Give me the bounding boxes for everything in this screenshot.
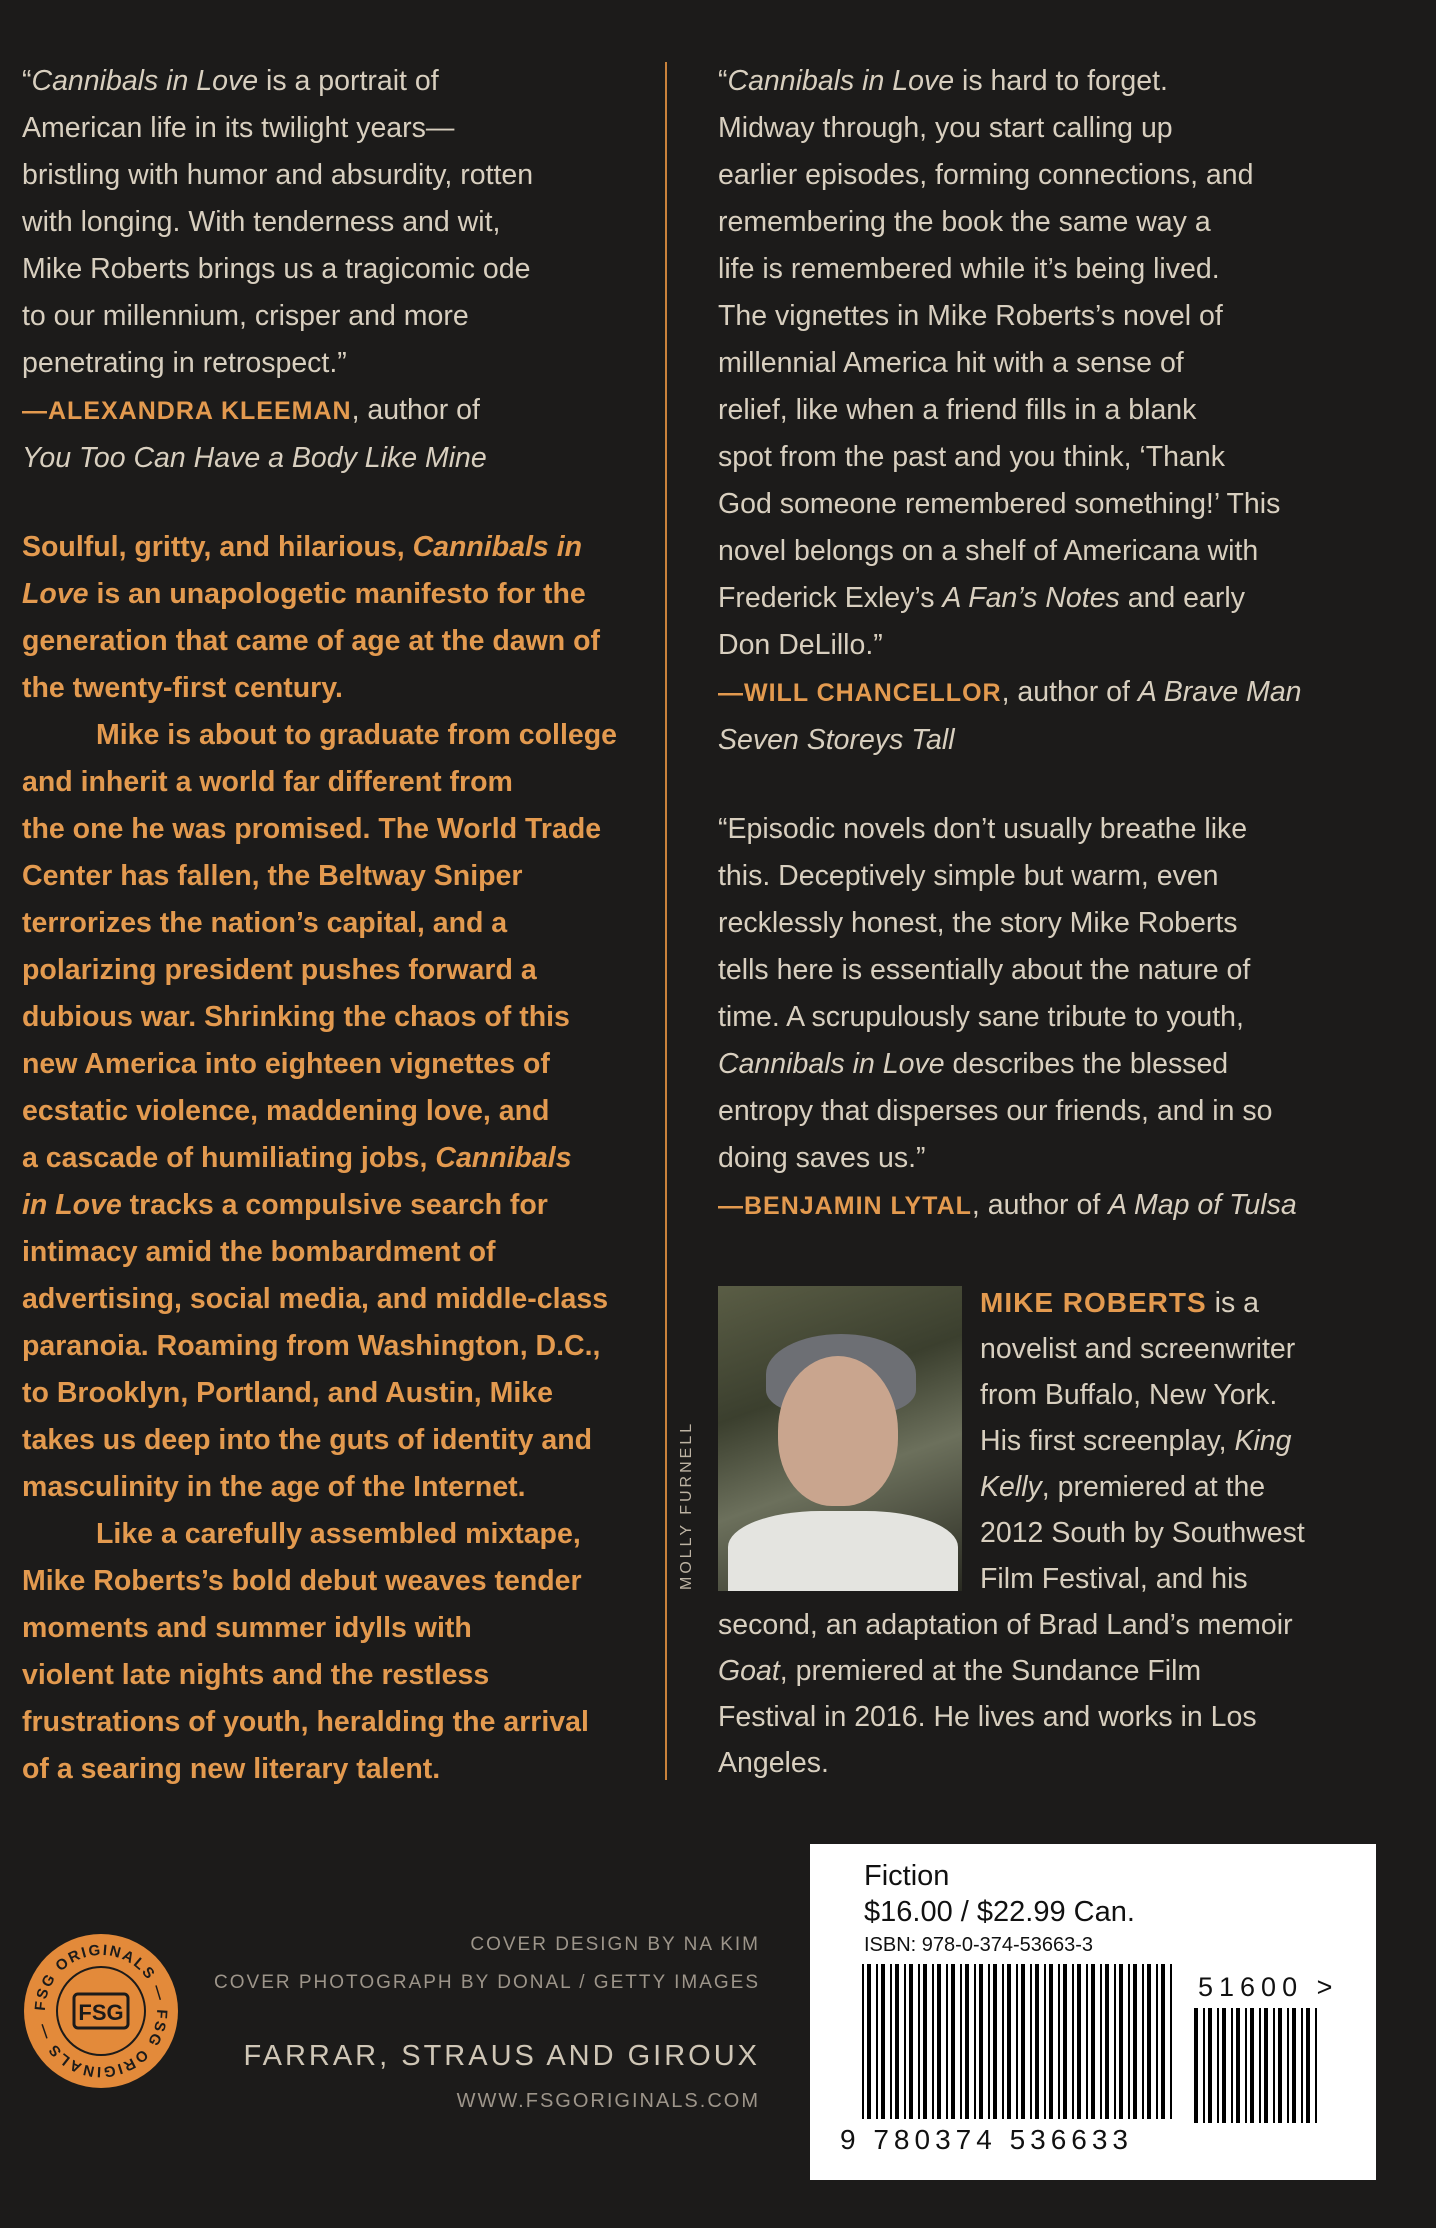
category-label: Fiction <box>864 1860 950 1892</box>
barcode-bar <box>960 1964 962 2119</box>
barcode-bar <box>1114 1964 1116 2119</box>
barcode-bar <box>1161 1964 1165 2119</box>
text-line: Frederick Exley’s A Fan’s Notes and early <box>718 582 1245 614</box>
text-line: God someone remembered something!’ This <box>718 488 1281 520</box>
text-line: “Cannibals in Love is hard to forget. <box>718 65 1168 97</box>
publisher-name: FARRAR, STRAUS AND GIROUX <box>243 2040 760 2072</box>
barcode-bar <box>895 1964 899 2119</box>
barcode-bar <box>951 1964 955 2119</box>
text-line: Cannibals in Love describes the blessed <box>718 1048 1229 1080</box>
text-line: the one he was promised. The World Trade <box>22 813 602 845</box>
price-label: $16.00 / $22.99 Can. <box>864 1896 1135 1928</box>
bio-line: Festival in 2016. He lives and works in Los <box>718 1701 1257 1733</box>
text-line: with longing. With tenderness and wit, <box>22 206 501 238</box>
text-line: this. Deceptively simple but warm, even <box>718 860 1219 892</box>
barcode-bar <box>867 1964 871 2119</box>
text-line: Center has fallen, the Beltway Sniper <box>22 860 523 892</box>
text-line: Love is an unapologetic manifesto for the <box>22 578 586 610</box>
text-line: of a searing new literary talent. <box>22 1753 441 1785</box>
attribution-name: —ALEXANDRA KLEEMAN <box>22 397 352 425</box>
barcode-bar <box>1007 1964 1011 2119</box>
barcode-bar <box>1156 1964 1158 2119</box>
barcode-bar <box>1147 1964 1151 2119</box>
text-line: frustrations of youth, heralding the arrival <box>22 1706 589 1738</box>
lytal-blurb <box>718 806 1368 1230</box>
right-column <box>718 58 1368 1272</box>
column-divider <box>665 62 667 1780</box>
barcode-bar <box>932 1964 934 2119</box>
barcode-bar <box>904 1964 906 2119</box>
barcode-bar <box>1194 2008 1198 2123</box>
text-line: penetrating in retrospect.” <box>22 347 347 379</box>
barcode-bar <box>979 1964 983 2119</box>
bio-line: Goat, premiered at the Sundance Film <box>718 1655 1202 1687</box>
bio-line: His first screenplay, King <box>980 1425 1292 1457</box>
barcode-bar <box>1208 2008 1212 2123</box>
blurb-attribution <box>718 1182 1368 1230</box>
text-line: bristling with humor and absurdity, rotten <box>22 159 534 191</box>
text-line: to Brooklyn, Portland, and Austin, Mike <box>22 1377 553 1409</box>
text-line: life is remembered while it’s being lived. <box>718 253 1220 285</box>
barcode-bar <box>1170 1964 1172 2119</box>
attribution-text: , author of <box>1001 676 1138 708</box>
barcode-bar <box>1273 2008 1275 2123</box>
publisher-website: WWW.FSGORIGINALS.COM <box>456 2090 760 2112</box>
attribution-text: , author of <box>351 394 480 426</box>
barcode-bar <box>923 1964 927 2119</box>
text-line: masculinity in the age of the Internet. <box>22 1471 526 1503</box>
barcode-bar <box>1002 1964 1004 2119</box>
blurb-attribution <box>718 669 1368 717</box>
text-line: American life in its twilight years— <box>22 112 455 144</box>
barcode-bar <box>1259 2008 1261 2123</box>
attribution-book: A Brave Man <box>1137 676 1302 708</box>
photo-credit: MOLLY FURNELL <box>678 1420 695 1590</box>
barcode-bar <box>1245 2008 1247 2123</box>
barcode-bar <box>1264 2008 1268 2123</box>
text-line: generation that came of age at the dawn of <box>22 625 601 657</box>
barcode-bar <box>1287 2008 1289 2123</box>
barcode-bar <box>1077 1964 1081 2119</box>
bio-line: from Buffalo, New York. <box>980 1379 1278 1411</box>
attribution-book-cont: Seven Storeys Tall <box>718 724 955 756</box>
barcode-bar <box>1021 1964 1025 2119</box>
barcode-bar <box>1049 1964 1053 2119</box>
logo-ring-text: FSG ORIGINALS — FSG ORIGINALS — <box>31 1941 171 2081</box>
barcode-bar <box>1072 1964 1074 2119</box>
logo-center-text: FSG <box>78 2000 124 2025</box>
barcode-bar <box>1030 1964 1032 2119</box>
attribution-name: —WILL CHANCELLOR <box>718 679 1002 707</box>
text-line: Mike Roberts brings us a tragicomic ode <box>22 253 531 285</box>
barcode-bar <box>1301 2008 1303 2123</box>
text-line: millennial America hit with a sense of <box>718 347 1184 379</box>
addon-barcode <box>1192 2008 1322 2129</box>
barcode-bar <box>1133 1964 1137 2119</box>
text-line: new America into eighteen vignettes of <box>22 1048 550 1080</box>
text-line: Mike is about to graduate from college <box>96 719 618 751</box>
text-line: doing saves us.” <box>718 1142 926 1174</box>
barcode-digits: 9 780374 536633 <box>840 2124 1133 2155</box>
addon-digits: 51600 > <box>1198 1972 1339 2002</box>
barcode-bar <box>1250 2008 1254 2123</box>
barcode-bar <box>890 1964 892 2119</box>
text-line: Midway through, you start calling up <box>718 112 1173 144</box>
blurb-text <box>718 806 1368 1182</box>
isbn-label: ISBN: 978-0-374-53663-3 <box>864 1934 1094 1956</box>
cover-design-credit: COVER DESIGN BY NA KIM <box>470 1934 760 1955</box>
barcode-bar <box>1236 2008 1240 2123</box>
barcode-bar <box>974 1964 976 2119</box>
fsg-originals-logo <box>22 1932 180 2090</box>
barcode-bar <box>1086 1964 1088 2119</box>
attribution-book: You Too Can Have a Body Like Mine <box>22 442 487 474</box>
barcode-bar <box>1105 1964 1109 2119</box>
barcode-bar <box>937 1964 941 2119</box>
barcode-bar <box>862 1964 864 2119</box>
author-photo <box>718 1286 962 1591</box>
chancellor-blurb <box>718 58 1368 764</box>
author-name: MIKE ROBERTS <box>980 1287 1207 1318</box>
text-line: The vignettes in Mike Roberts’s novel of <box>718 300 1223 332</box>
text-line: a cascade of humiliating jobs, Cannibals <box>22 1142 572 1174</box>
text-line: earlier episodes, forming connections, and <box>718 159 1254 191</box>
barcode-bar <box>1128 1964 1130 2119</box>
barcode-bar <box>918 1964 920 2119</box>
barcode-bar <box>876 1964 878 2119</box>
text-line: time. A scrupulously sane tribute to youth, <box>718 1001 1244 1033</box>
cover-photo-credit: COVER PHOTOGRAPH BY DONAL / GETTY IMAGES <box>214 1972 760 1993</box>
isbn-barcode <box>860 1964 1180 2129</box>
text-line: moments and summer idylls with <box>22 1612 472 1644</box>
blurb-text <box>22 58 642 387</box>
barcode-bar <box>909 1964 913 2119</box>
text-line: tells here is essentially about the nature of <box>718 954 1251 986</box>
attribution-book: A Map of Tulsa <box>1108 1189 1297 1221</box>
barcode-bar <box>1315 2008 1317 2123</box>
barcode-bar <box>988 1964 990 2119</box>
text-line: relief, like when a friend fills in a blank <box>718 394 1197 426</box>
barcode-bar <box>1100 1964 1102 2119</box>
barcode-bar <box>1217 2008 1219 2123</box>
text-line: terrorizes the nation’s capital, and a <box>22 907 508 939</box>
barcode-bar <box>1091 1964 1095 2119</box>
barcode-bar <box>946 1964 948 2119</box>
text-line: recklessly honest, the story Mike Roberts <box>718 907 1238 939</box>
barcode-bar <box>1306 2008 1310 2123</box>
text-line: Soulful, gritty, and hilarious, Cannibals in <box>22 531 583 563</box>
attribution-name: —BENJAMIN LYTAL <box>718 1192 972 1220</box>
blurb-attribution <box>22 387 642 435</box>
attribution-text: , author of <box>971 1189 1109 1221</box>
left-column <box>22 58 642 1793</box>
cover-credits <box>214 1926 760 2002</box>
barcode-bar <box>1142 1964 1144 2119</box>
text-line: takes us deep into the guts of identity and <box>22 1424 593 1456</box>
text-line: Don DeLillo.” <box>718 629 883 661</box>
bio-line: second, an adaptation of Brad Land’s memoir <box>718 1609 1293 1641</box>
text-line: polarizing president pushes forward a <box>22 954 537 986</box>
text-line: “Cannibals in Love is a portrait of <box>22 65 439 97</box>
text-line: intimacy amid the bombardment of <box>22 1236 496 1268</box>
text-line: Like a carefully assembled mixtape, <box>96 1518 581 1550</box>
barcode-bar <box>1058 1964 1060 2119</box>
text-line: remembering the book the same way a <box>718 206 1211 238</box>
barcode-bar <box>1278 2008 1282 2123</box>
barcode-bar <box>1119 1964 1123 2119</box>
bio-line: MIKE ROBERTS is a <box>980 1287 1259 1319</box>
barcode-bar <box>1063 1964 1067 2119</box>
barcode-bar <box>993 1964 997 2119</box>
text-line: violent late nights and the restless <box>22 1659 490 1691</box>
blurb-text <box>718 58 1368 669</box>
barcode-bar <box>1203 2008 1205 2123</box>
text-line: the twenty-first century. <box>22 672 343 704</box>
barcode-bar <box>1016 1964 1018 2119</box>
bio-line: Angeles. <box>718 1747 829 1779</box>
bio-line: novelist and screenwriter <box>980 1333 1296 1365</box>
text-line: “Episodic novels don’t usually breathe like <box>718 813 1248 845</box>
text-line: and inherit a world far different from <box>22 766 513 798</box>
barcode-bar <box>1044 1964 1046 2119</box>
barcode-bar <box>1222 2008 1226 2123</box>
text-line: Mike Roberts’s bold debut weaves tender <box>22 1565 582 1597</box>
text-line: novel belongs on a shelf of Americana with <box>718 535 1259 567</box>
text-line: ecstatic violence, maddening love, and <box>22 1095 550 1127</box>
book-description <box>22 524 642 1793</box>
bio-line: 2012 South by Southwest <box>980 1517 1305 1549</box>
kleeman-blurb <box>22 58 642 482</box>
barcode-bar <box>1035 1964 1039 2119</box>
text-line: dubious war. Shrinking the chaos of this <box>22 1001 570 1033</box>
barcode-label <box>810 1844 1376 2180</box>
barcode-bar <box>1292 2008 1296 2123</box>
text-line: to our millennium, crisper and more <box>22 300 469 332</box>
barcode-bar <box>965 1964 969 2119</box>
bio-line: Film Festival, and his <box>980 1563 1248 1595</box>
bio-line: Kelly, premiered at the <box>980 1471 1266 1503</box>
text-line: entropy that disperses our friends, and in so <box>718 1095 1273 1127</box>
text-line: advertising, social media, and middle-class <box>22 1283 609 1315</box>
barcode-bar <box>881 1964 885 2119</box>
text-line: in Love tracks a compulsive search for <box>22 1189 548 1221</box>
text-line: spot from the past and you think, ‘Thank <box>718 441 1225 473</box>
text-line: paranoia. Roaming from Washington, D.C., <box>22 1330 601 1362</box>
barcode-bar <box>1231 2008 1233 2123</box>
